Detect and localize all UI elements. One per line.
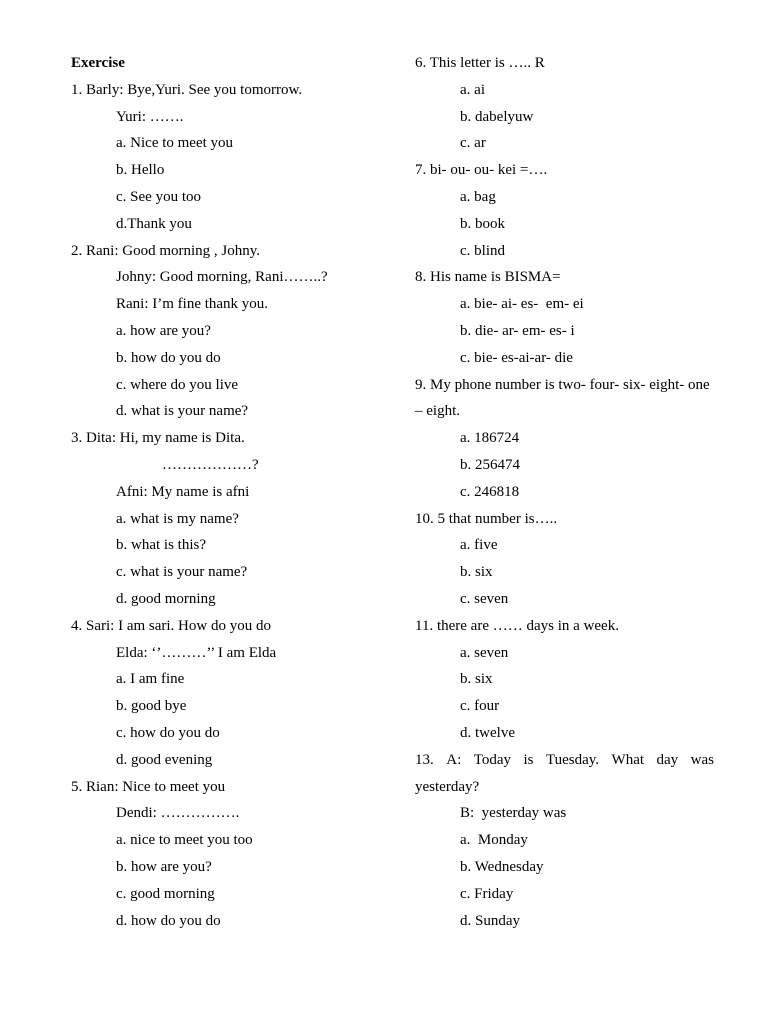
q11-option-c: c. four xyxy=(460,698,500,715)
q8-option-a: a. bie- ai- es- em- ei xyxy=(460,296,584,313)
q8-option-c: c. bie- es-ai-ar- die xyxy=(460,349,573,366)
q10-option-a: a. five xyxy=(460,537,498,554)
q9-option-a: a. 186724 xyxy=(460,430,520,447)
q3-option-a: a. what is my name? xyxy=(116,510,239,527)
q5-prompt: 5. Rian: Nice to meet you xyxy=(71,778,226,795)
q13-option-d: d. Sunday xyxy=(460,912,520,929)
right-column xyxy=(415,50,715,934)
q10-option-c: c. seven xyxy=(460,590,509,607)
q7-prompt: 7. bi- ou- ou- kei =…. xyxy=(415,162,548,179)
q5-option-d: d. how do you do xyxy=(116,912,221,929)
q1-option-a: a. Nice to meet you xyxy=(116,135,234,152)
q7-option-a: a. bag xyxy=(460,188,496,205)
q11-option-d: d. twelve xyxy=(460,724,515,741)
q3-reply: Afni: My name is afni xyxy=(116,483,250,500)
q10-prompt: 10. 5 that number is….. xyxy=(415,510,558,527)
q8-prompt: 8. His name is BISMA= xyxy=(415,269,561,286)
q11-option-a: a. seven xyxy=(460,644,509,661)
q13-word: 13. xyxy=(415,751,434,768)
q3-option-b: b. what is this? xyxy=(116,537,206,554)
q3-prompt: 3. Dita: Hi, my name is Dita. xyxy=(71,430,245,447)
q6-option-c: c. ar xyxy=(460,135,486,152)
q13-word: Tuesday. xyxy=(545,751,600,768)
q5-option-c: c. good morning xyxy=(116,885,215,902)
q13-word: A: xyxy=(446,751,462,768)
q9-prompt-continued: – eight. xyxy=(415,403,460,420)
q3-option-d: d. good morning xyxy=(116,590,216,607)
q13-option-b: b. Wednesday xyxy=(460,858,544,875)
q1-option-b: b. Hello xyxy=(116,162,165,179)
q13-reply: B: yesterday was xyxy=(460,805,567,822)
q2-option-d: d. what is your name? xyxy=(116,403,249,420)
q2-prompt: 2. Rani: Good morning , Johny. xyxy=(71,242,261,259)
q3-option-c: c. what is your name? xyxy=(116,564,248,581)
q9-prompt: 9. My phone number is two- four- six- eight- one xyxy=(415,376,710,393)
q13-option-a: a. Monday xyxy=(460,832,528,849)
q2-option-c: c. where do you live xyxy=(116,376,239,393)
q4-option-b: b. good bye xyxy=(116,698,187,715)
q2-option-a: a. how are you? xyxy=(116,322,211,339)
q4-prompt: 4. Sari: I am sari. How do you do xyxy=(71,617,271,634)
q4-option-d: d. good evening xyxy=(116,751,213,768)
q9-option-c: c. 246818 xyxy=(460,483,520,500)
q13-option-c: c. Friday xyxy=(460,885,514,902)
q2-reply: Rani: I’m fine thank you. xyxy=(116,296,269,313)
q5-option-a: a. nice to meet you too xyxy=(116,832,253,849)
q1-option-d: d.Thank you xyxy=(116,215,192,232)
q8-option-b: b. die- ar- em- es- i xyxy=(460,322,575,339)
exercise-heading: Exercise xyxy=(71,55,125,71)
q11-prompt: 11. there are …… days in a week. xyxy=(415,617,619,634)
q9-option-b: b. 256474 xyxy=(460,456,520,473)
q13-prompt-continued: yesterday? xyxy=(415,778,480,795)
q13-word: day xyxy=(656,751,679,768)
q6-option-a: a. ai xyxy=(460,81,485,98)
q10-option-b: b. six xyxy=(460,564,493,581)
q1-option-c: c. See you too xyxy=(116,188,201,205)
q7-option-b: b. book xyxy=(460,215,505,232)
q4-option-c: c. how do you do xyxy=(116,724,220,741)
q13-prompt xyxy=(415,747,714,774)
q13-word: is xyxy=(523,751,534,768)
left-column xyxy=(71,50,371,934)
q13-word: Today xyxy=(473,751,511,768)
q5-option-b: b. how are you? xyxy=(116,858,212,875)
q2-response: Johny: Good morning, Rani……..? xyxy=(116,269,328,286)
q4-response: Elda: ‘’………’’ I am Elda xyxy=(116,644,277,661)
q11-option-b: b. six xyxy=(460,671,493,688)
q5-response: Dendi: ……………. xyxy=(116,805,240,822)
q6-prompt: 6. This letter is ….. R xyxy=(415,55,545,71)
q6-option-b: b. dabelyuw xyxy=(460,108,534,125)
q4-option-a: a. I am fine xyxy=(116,671,185,688)
q1-prompt: 1. Barly: Bye,Yuri. See you tomorrow. xyxy=(71,81,303,98)
q13-word: What xyxy=(611,751,645,768)
q3-blank: ………………? xyxy=(162,456,259,473)
q1-response: Yuri: ……. xyxy=(116,108,184,125)
q2-option-b: b. how do you do xyxy=(116,349,221,366)
q7-option-c: c. blind xyxy=(460,242,505,259)
q13-word: was xyxy=(690,751,714,768)
